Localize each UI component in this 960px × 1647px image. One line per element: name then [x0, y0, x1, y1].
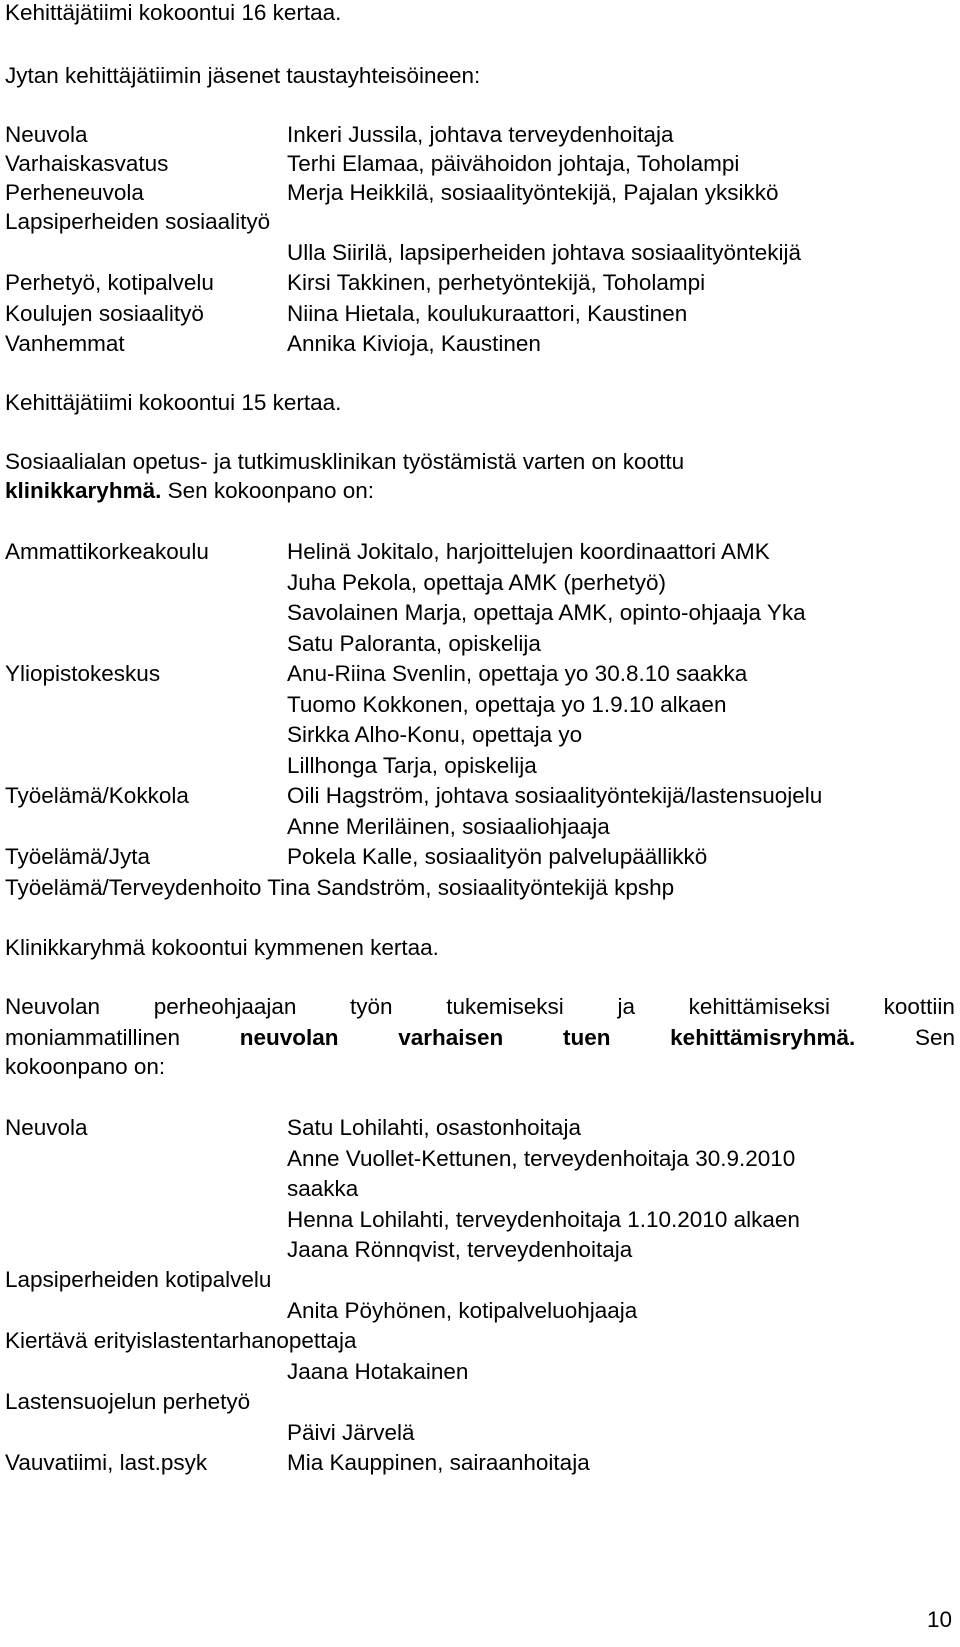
neuvola-member: Anne Vuollet-Kettunen, terveydenhoitaja 30.9.2010 — [287, 1146, 796, 1171]
intro-bold-word: kehittämisryhmä. — [670, 1025, 856, 1050]
kotipalvelu-org: Lapsiperheiden kotipalvelu — [5, 1267, 272, 1292]
neuvola-member: Satu Lohilahti, osastonhoitaja — [287, 1115, 581, 1140]
jyta-team-org: Perheneuvola — [5, 180, 144, 205]
jyta-team-member: Inkeri Jussila, johtava terveydenhoitaja — [287, 122, 674, 147]
klinikka-org: Työelämä/Kokkola — [5, 783, 189, 808]
intro-row-1 — [5, 994, 955, 1020]
klinikka-bold-term: klinikkaryhmä. — [5, 478, 162, 503]
neuvola-member: Jaana Rönnqvist, terveydenhoitaja — [287, 1237, 633, 1262]
jyta-team-org: Varhaiskasvatus — [5, 151, 169, 176]
klinikka-member: Anne Meriläinen, sosiaaliohjaaja — [287, 814, 610, 839]
jyta-team-org: Koulujen sosiaalityö — [5, 301, 204, 326]
jyta-team-member: Merja Heikkilä, sosiaalityöntekijä, Pajalan yksikkö — [287, 180, 779, 205]
intro-word: moniammatillinen — [5, 1025, 181, 1050]
intro-word: perheohjaajan — [153, 994, 297, 1019]
jyta-team-org: Neuvola — [5, 122, 88, 147]
neuvola-org: Neuvola — [5, 1115, 88, 1140]
team-met-15-text: Kehittäjätiimi kokoontui 15 kertaa. — [5, 390, 342, 415]
klinikka-member: Pokela Kalle, sosiaalityön palvelupäällikkö — [287, 844, 708, 869]
lastensuojelu-org: Lastensuojelun perhetyö — [5, 1389, 251, 1414]
neuvola-member-cont: saakka — [287, 1176, 359, 1201]
klinikka-intro-line2 — [5, 478, 374, 504]
klinikka-met-text: Klinikkaryhmä kokoontui kymmenen kertaa. — [5, 935, 439, 960]
jyta-team-member: Annika Kivioja, Kaustinen — [287, 331, 541, 356]
klinikka-member: Anu-Riina Svenlin, opettaja yo 30.8.10 saakka — [287, 661, 748, 686]
intro-word: ja — [617, 994, 635, 1019]
klinikka-member: Oili Hagström, johtava sosiaalityöntekijä/lastensuojelu — [287, 783, 823, 808]
intro-word: työn — [350, 994, 393, 1019]
klinikka-member: Sirkka Alho-Konu, opettaja yo — [287, 722, 583, 747]
jyta-team-org: Perhetyö, kotipalvelu — [5, 270, 214, 295]
intro-word: Sen — [914, 1025, 955, 1050]
jyta-team-org: Vanhemmat — [5, 331, 125, 356]
klinikka-intro-line1: Sosiaalialan opetus- ja tutkimusklinikan työstämistä varten on koottu — [5, 449, 685, 474]
page-number: 10 — [926, 1607, 952, 1632]
intro-bold-word: varhaisen — [398, 1025, 504, 1050]
jyta-team-heading: Jytan kehittäjätiimin jäsenet taustayhteisöineen: — [5, 63, 481, 88]
klinikka-member: Tuomo Kokkonen, opettaja yo 1.9.10 alkaen — [287, 692, 727, 717]
jyta-team-member: Ulla Siirilä, lapsiperheiden johtava sosiaalityöntekijä — [287, 240, 802, 265]
intro-word: tukemiseksi — [446, 994, 564, 1019]
intro-word: Neuvolan — [5, 994, 101, 1019]
intro-row-2 — [5, 1025, 955, 1051]
intro-bold-word: tuen — [562, 1025, 611, 1050]
klinikka-member: Savolainen Marja, opettaja AMK, opinto-ohjaaja Yka — [287, 600, 806, 625]
jyta-team-member: Niina Hietala, koulukuraattori, Kaustinen — [287, 301, 688, 326]
kiertava-member: Jaana Hotakainen — [287, 1359, 469, 1384]
vauvatiimi-org: Vauvatiimi, last.psyk — [5, 1450, 208, 1475]
klinikka-intro-rest: Sen kokoonpano on: — [161, 478, 375, 503]
intro-word: koottiin — [883, 994, 955, 1019]
jyta-team-org: Lapsiperheiden sosiaalityö — [5, 209, 271, 234]
neuvola-member: Henna Lohilahti, terveydenhoitaja 1.10.2010 alkaen — [287, 1207, 800, 1232]
intro-word: kehittämiseksi — [688, 994, 830, 1019]
klinikka-org: Ammattikorkeakoulu — [5, 539, 209, 564]
jyta-team-member: Kirsi Takkinen, perhetyöntekijä, Toholampi — [287, 270, 706, 295]
kiertava-org: Kiertävä erityislastentarhanopettaja — [5, 1328, 357, 1353]
klinikka-member: Lillhonga Tarja, opiskelija — [287, 753, 537, 778]
klinikka-member: Satu Paloranta, opiskelija — [287, 631, 541, 656]
vauvatiimi-member: Mia Kauppinen, sairaanhoitaja — [287, 1450, 590, 1475]
intro-bold-word: neuvolan — [239, 1025, 339, 1050]
neuvola-group-intro — [5, 994, 955, 1080]
kotipalvelu-member: Anita Pöyhönen, kotipalveluohjaaja — [287, 1298, 638, 1323]
lastensuojelu-member: Päivi Järvelä — [287, 1420, 415, 1445]
team-met-16-text: Kehittäjätiimi kokoontui 16 kertaa. — [5, 0, 342, 25]
klinikka-member: Helinä Jokitalo, harjoittelujen koordinaattori AMK — [287, 539, 770, 564]
klinikka-org: Työelämä/Jyta — [5, 844, 151, 869]
klinikka-member: Juha Pekola, opettaja AMK (perhetyö) — [287, 570, 666, 595]
intro-row-3: kokoonpano on: — [5, 1054, 166, 1079]
jyta-team-member: Terhi Elamaa, päivähoidon johtaja, Toholampi — [287, 151, 740, 176]
klinikka-org: Yliopistokeskus — [5, 661, 161, 686]
terveydenhoito-line: Työelämä/Terveydenhoito Tina Sandström, sosiaalityöntekijä kpshp — [5, 875, 675, 900]
